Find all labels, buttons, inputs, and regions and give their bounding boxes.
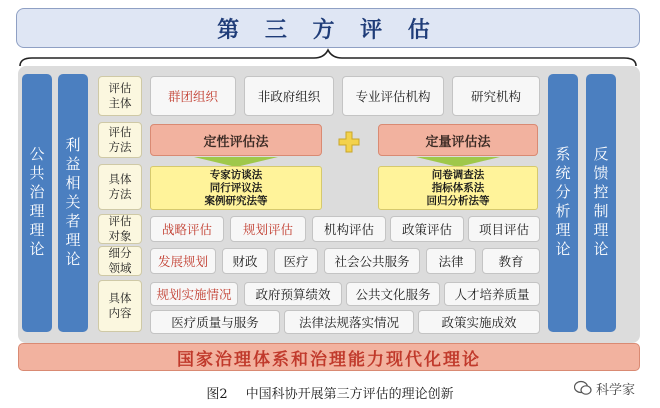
- theory-column-public-governance: 公共治理理论: [22, 74, 52, 332]
- plus-icon: [338, 131, 360, 153]
- row-label-content: 具体 内容: [98, 280, 142, 332]
- theory-column-stakeholder: 利益相关者理论: [58, 74, 88, 332]
- content-law-implementation: 法律法规落实情况: [284, 310, 414, 334]
- row-label-specific-method: 具体 方法: [98, 164, 142, 210]
- watermark-text: 科学家: [596, 382, 636, 398]
- row-label-field: 细分 领域: [98, 246, 142, 276]
- content-talent-training-quality: 人才培养质量: [444, 282, 540, 306]
- specific-method-item: 问卷调查法: [431, 168, 485, 181]
- row-label-object: 评估 对象: [98, 214, 142, 244]
- content-planning-implementation: 规划实施情况: [150, 282, 238, 306]
- row-label-subject: 评估 主体: [98, 76, 142, 116]
- subject-professional-agency: 专业评估机构: [342, 76, 444, 116]
- field-development-planning: 发展规划: [150, 248, 216, 274]
- specific-method-item: 回归分析法等: [426, 194, 490, 207]
- object-project: 项目评估: [468, 216, 540, 242]
- specific-method-item: 专家访谈法: [209, 168, 263, 181]
- figure-number: 图2: [206, 386, 228, 402]
- specific-methods-quantitative: [378, 166, 538, 210]
- object-strategy: 战略评估: [150, 216, 224, 242]
- object-institution: 机构评估: [312, 216, 386, 242]
- object-planning: 规划评估: [230, 216, 306, 242]
- method-qualitative: 定性评估法: [150, 124, 322, 156]
- brace-connector: [18, 48, 638, 68]
- row-label-method: 评估 方法: [98, 122, 142, 158]
- field-finance: 财政: [222, 248, 268, 274]
- figure-caption: [0, 380, 660, 404]
- field-social-public-service: 社会公共服务: [324, 248, 420, 274]
- field-medical: 医疗: [274, 248, 318, 274]
- wechat-icon: [574, 380, 592, 396]
- theory-column-feedback-control: 反馈控制理论: [586, 74, 616, 332]
- specific-method-item: 同行评议法: [209, 181, 263, 194]
- foundation-theory-banner: 国家治理体系和治理能力现代化理论: [18, 343, 640, 371]
- specific-method-item: 案例研究法等: [204, 194, 268, 207]
- content-policy-effectiveness: 政策实施成效: [418, 310, 540, 334]
- field-education: 教育: [482, 248, 540, 274]
- object-policy: 政策评估: [390, 216, 464, 242]
- subject-mass-organization: 群团组织: [150, 76, 236, 116]
- subject-research-institute: 研究机构: [452, 76, 540, 116]
- specific-method-item: 指标体系法: [431, 181, 485, 194]
- title-banner: 第 三 方 评 估: [16, 8, 640, 48]
- subject-ngo: 非政府组织: [244, 76, 334, 116]
- watermark: [574, 376, 658, 400]
- content-public-culture-service: 公共文化服务: [346, 282, 440, 306]
- field-law: 法律: [426, 248, 476, 274]
- method-quantitative: 定量评估法: [378, 124, 538, 156]
- theory-column-system-analysis: 系统分析理论: [548, 74, 578, 332]
- specific-methods-qualitative: [150, 166, 322, 210]
- content-budget-performance: 政府预算绩效: [244, 282, 342, 306]
- figure-caption-text: 中国科协开展第三方评估的理论创新: [245, 386, 454, 402]
- content-medical-quality: 医疗质量与服务: [150, 310, 280, 334]
